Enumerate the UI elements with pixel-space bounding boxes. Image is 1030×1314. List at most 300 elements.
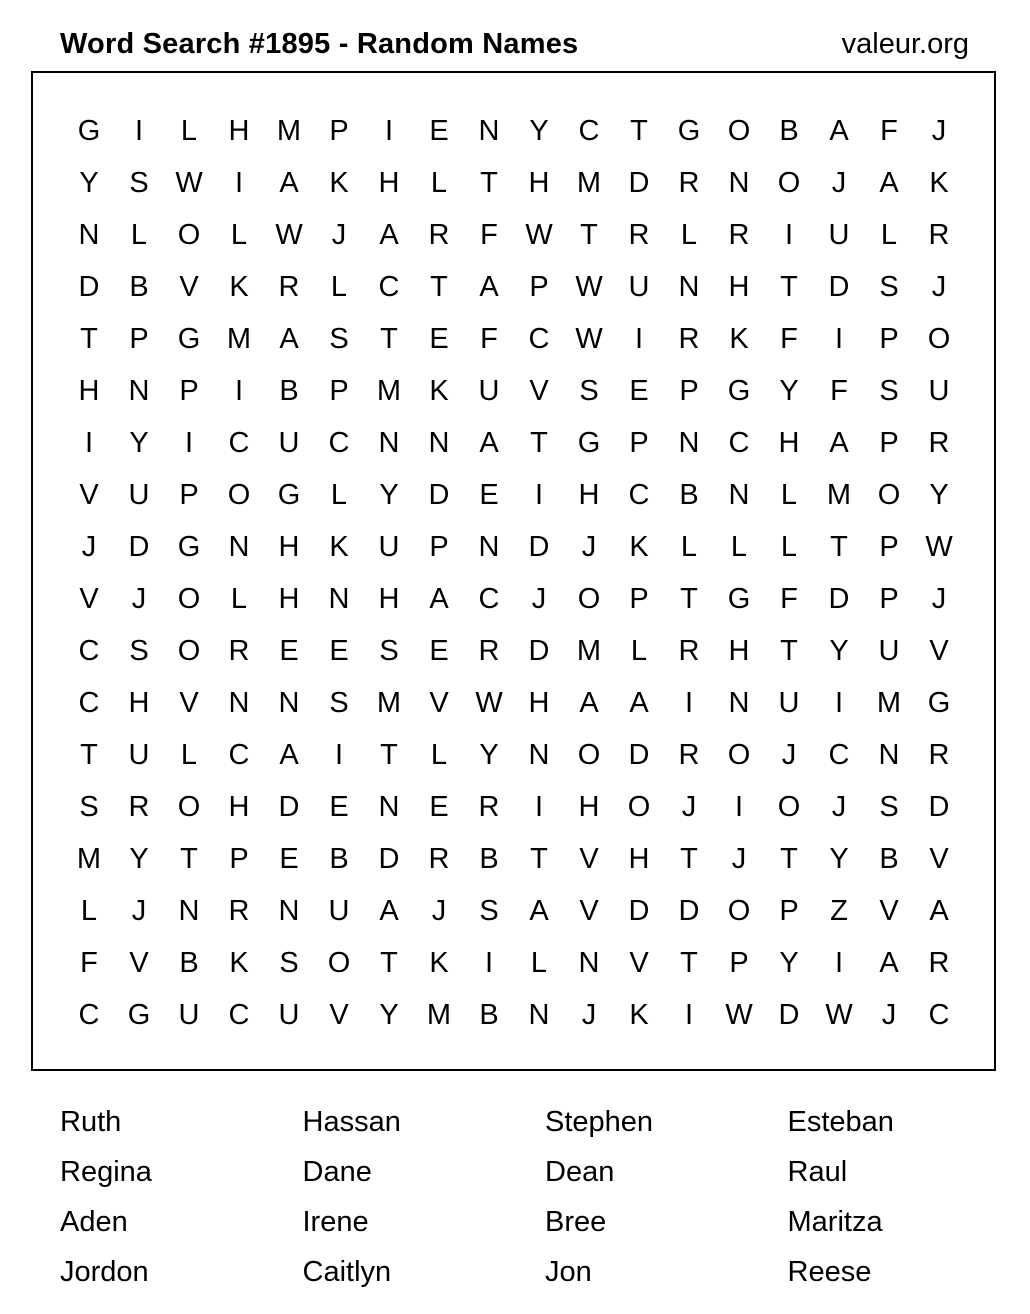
grid-letter[interactable]: A: [829, 115, 849, 147]
grid-letter[interactable]: A: [429, 583, 449, 615]
grid-letter[interactable]: J: [931, 271, 947, 303]
grid-letter[interactable]: U: [478, 375, 500, 407]
grid-letter[interactable]: I: [484, 947, 494, 979]
grid-letter[interactable]: G: [77, 115, 101, 147]
grid-letter[interactable]: K: [429, 375, 449, 407]
grid-letter[interactable]: N: [128, 375, 150, 407]
grid-letter[interactable]: U: [328, 895, 350, 927]
grid-letter[interactable]: Y: [779, 947, 799, 979]
grid-letter[interactable]: T: [530, 427, 548, 459]
grid-letter[interactable]: R: [728, 219, 750, 251]
grid-letter[interactable]: H: [528, 687, 550, 719]
grid-letter[interactable]: J: [331, 219, 347, 251]
grid-letter[interactable]: A: [879, 167, 899, 199]
grid-letter[interactable]: H: [378, 583, 400, 615]
grid-letter[interactable]: P: [329, 115, 349, 147]
grid-letter[interactable]: I: [134, 115, 144, 147]
grid-letter[interactable]: R: [678, 323, 700, 355]
grid-letter[interactable]: R: [928, 947, 950, 979]
grid-letter[interactable]: P: [879, 583, 899, 615]
grid-letter[interactable]: B: [879, 843, 899, 875]
grid-letter[interactable]: C: [928, 999, 950, 1031]
grid-letter[interactable]: R: [678, 635, 700, 667]
grid-letter[interactable]: R: [928, 427, 950, 459]
grid-letter[interactable]: B: [779, 115, 799, 147]
grid-letter[interactable]: R: [278, 271, 300, 303]
grid-letter[interactable]: O: [327, 947, 351, 979]
grid-letter[interactable]: M: [876, 687, 902, 719]
grid-letter[interactable]: M: [426, 999, 452, 1031]
grid-letter[interactable]: O: [177, 219, 201, 251]
grid-letter[interactable]: N: [728, 479, 750, 511]
grid-letter[interactable]: J: [131, 583, 147, 615]
grid-letter[interactable]: B: [279, 375, 299, 407]
grid-letter[interactable]: R: [228, 895, 250, 927]
grid-letter[interactable]: D: [128, 531, 150, 563]
grid-letter[interactable]: M: [376, 375, 402, 407]
grid-letter[interactable]: L: [80, 895, 98, 927]
grid-letter[interactable]: I: [784, 219, 794, 251]
grid-letter[interactable]: D: [378, 843, 400, 875]
grid-letter[interactable]: U: [628, 271, 650, 303]
grid-letter[interactable]: T: [80, 739, 98, 771]
grid-letter[interactable]: W: [725, 999, 753, 1031]
grid-letter[interactable]: K: [729, 323, 749, 355]
grid-letter[interactable]: C: [328, 427, 350, 459]
grid-letter[interactable]: B: [129, 271, 149, 303]
grid-letter[interactable]: J: [131, 895, 147, 927]
grid-letter[interactable]: P: [879, 531, 899, 563]
grid-letter[interactable]: H: [778, 427, 800, 459]
grid-letter[interactable]: A: [279, 167, 299, 199]
grid-letter[interactable]: H: [728, 635, 750, 667]
grid-letter[interactable]: Y: [479, 739, 499, 771]
grid-letter[interactable]: T: [830, 531, 848, 563]
grid-letter[interactable]: L: [430, 739, 448, 771]
grid-letter[interactable]: A: [279, 323, 299, 355]
grid-letter[interactable]: U: [178, 999, 200, 1031]
grid-letter[interactable]: J: [731, 843, 747, 875]
grid-letter[interactable]: I: [534, 479, 544, 511]
grid-letter[interactable]: P: [679, 375, 699, 407]
grid-letter[interactable]: G: [277, 479, 301, 511]
grid-letter[interactable]: R: [228, 635, 250, 667]
grid-letter[interactable]: V: [929, 843, 949, 875]
grid-letter[interactable]: E: [629, 375, 649, 407]
grid-letter[interactable]: F: [780, 323, 798, 355]
grid-letter[interactable]: R: [928, 739, 950, 771]
grid-letter[interactable]: K: [229, 947, 249, 979]
grid-letter[interactable]: S: [879, 791, 899, 823]
grid-letter[interactable]: V: [179, 271, 199, 303]
grid-letter[interactable]: B: [479, 843, 499, 875]
grid-letter[interactable]: V: [179, 687, 199, 719]
grid-letter[interactable]: Y: [529, 115, 549, 147]
grid-letter[interactable]: T: [780, 843, 798, 875]
grid-letter[interactable]: I: [684, 999, 694, 1031]
grid-letter[interactable]: G: [577, 427, 601, 459]
grid-letter[interactable]: O: [177, 583, 201, 615]
grid-letter[interactable]: U: [778, 687, 800, 719]
grid-letter[interactable]: A: [379, 895, 399, 927]
grid-letter[interactable]: S: [479, 895, 499, 927]
grid-letter[interactable]: N: [478, 531, 500, 563]
grid-letter[interactable]: R: [678, 739, 700, 771]
grid-letter[interactable]: F: [880, 115, 898, 147]
grid-letter[interactable]: H: [628, 843, 650, 875]
grid-letter[interactable]: O: [727, 115, 751, 147]
grid-letter[interactable]: J: [931, 583, 947, 615]
grid-letter[interactable]: R: [928, 219, 950, 251]
grid-letter[interactable]: L: [330, 479, 348, 511]
grid-letter[interactable]: D: [528, 635, 550, 667]
grid-letter[interactable]: D: [528, 531, 550, 563]
grid-letter[interactable]: H: [728, 271, 750, 303]
grid-letter[interactable]: P: [229, 843, 249, 875]
grid-letter[interactable]: E: [479, 479, 499, 511]
grid-letter[interactable]: D: [428, 479, 450, 511]
grid-letter[interactable]: I: [834, 687, 844, 719]
grid-letter[interactable]: J: [81, 531, 97, 563]
grid-letter[interactable]: L: [780, 531, 798, 563]
grid-letter[interactable]: P: [729, 947, 749, 979]
grid-letter[interactable]: N: [378, 791, 400, 823]
grid-letter[interactable]: N: [478, 115, 500, 147]
grid-letter[interactable]: J: [881, 999, 897, 1031]
grid-letter[interactable]: Y: [779, 375, 799, 407]
grid-letter[interactable]: J: [431, 895, 447, 927]
grid-letter[interactable]: M: [576, 167, 602, 199]
grid-letter[interactable]: T: [530, 843, 548, 875]
grid-letter[interactable]: Y: [929, 479, 949, 511]
grid-letter[interactable]: A: [479, 427, 499, 459]
grid-letter[interactable]: E: [429, 791, 449, 823]
grid-letter[interactable]: L: [180, 115, 198, 147]
grid-letter[interactable]: K: [929, 167, 949, 199]
grid-letter[interactable]: I: [384, 115, 394, 147]
grid-letter[interactable]: N: [678, 427, 700, 459]
grid-letter[interactable]: C: [78, 999, 100, 1031]
grid-letter[interactable]: W: [575, 323, 603, 355]
grid-letter[interactable]: R: [428, 219, 450, 251]
grid-letter[interactable]: T: [380, 947, 398, 979]
grid-letter[interactable]: E: [429, 635, 449, 667]
grid-letter[interactable]: V: [529, 375, 549, 407]
grid-letter[interactable]: R: [628, 219, 650, 251]
grid-letter[interactable]: C: [628, 479, 650, 511]
grid-letter[interactable]: P: [179, 479, 199, 511]
grid-letter[interactable]: G: [727, 583, 751, 615]
grid-letter[interactable]: B: [179, 947, 199, 979]
grid-letter[interactable]: B: [679, 479, 699, 511]
grid-letter[interactable]: T: [780, 271, 798, 303]
grid-letter[interactable]: T: [580, 219, 598, 251]
grid-letter[interactable]: F: [480, 323, 498, 355]
grid-letter[interactable]: F: [480, 219, 498, 251]
grid-letter[interactable]: D: [628, 167, 650, 199]
grid-letter[interactable]: E: [329, 791, 349, 823]
grid-letter[interactable]: V: [129, 947, 149, 979]
grid-letter[interactable]: C: [528, 323, 550, 355]
grid-letter[interactable]: D: [278, 791, 300, 823]
grid-letter[interactable]: T: [380, 739, 398, 771]
grid-letter[interactable]: N: [78, 219, 100, 251]
grid-letter[interactable]: M: [226, 323, 252, 355]
grid-letter[interactable]: E: [279, 635, 299, 667]
grid-letter[interactable]: R: [478, 635, 500, 667]
grid-letter[interactable]: N: [878, 739, 900, 771]
grid-letter[interactable]: C: [228, 427, 250, 459]
grid-letter[interactable]: I: [634, 323, 644, 355]
grid-letter[interactable]: H: [578, 479, 600, 511]
grid-letter[interactable]: S: [129, 167, 149, 199]
grid-letter[interactable]: O: [577, 583, 601, 615]
grid-letter[interactable]: S: [79, 791, 99, 823]
grid-letter[interactable]: B: [329, 843, 349, 875]
grid-letter[interactable]: A: [929, 895, 949, 927]
grid-letter[interactable]: H: [578, 791, 600, 823]
grid-letter[interactable]: W: [525, 219, 553, 251]
grid-letter[interactable]: V: [579, 895, 599, 927]
grid-letter[interactable]: C: [78, 687, 100, 719]
grid-letter[interactable]: J: [781, 739, 797, 771]
grid-letter[interactable]: U: [128, 479, 150, 511]
grid-letter[interactable]: F: [830, 375, 848, 407]
grid-letter[interactable]: H: [278, 531, 300, 563]
grid-letter[interactable]: Y: [379, 999, 399, 1031]
grid-letter[interactable]: T: [80, 323, 98, 355]
grid-letter[interactable]: E: [429, 323, 449, 355]
grid-letter[interactable]: P: [779, 895, 799, 927]
grid-letter[interactable]: C: [78, 635, 100, 667]
grid-letter[interactable]: C: [228, 739, 250, 771]
grid-letter[interactable]: L: [630, 635, 648, 667]
grid-letter[interactable]: E: [429, 115, 449, 147]
grid-letter[interactable]: P: [329, 375, 349, 407]
grid-letter[interactable]: N: [728, 167, 750, 199]
grid-letter[interactable]: L: [680, 219, 698, 251]
grid-letter[interactable]: R: [128, 791, 150, 823]
grid-letter[interactable]: Z: [830, 895, 848, 927]
grid-letter[interactable]: K: [329, 167, 349, 199]
grid-letter[interactable]: N: [278, 687, 300, 719]
grid-letter[interactable]: S: [279, 947, 299, 979]
grid-letter[interactable]: P: [629, 583, 649, 615]
grid-letter[interactable]: A: [579, 687, 599, 719]
grid-letter[interactable]: O: [177, 791, 201, 823]
grid-letter[interactable]: U: [278, 427, 300, 459]
grid-letter[interactable]: U: [878, 635, 900, 667]
grid-letter[interactable]: A: [529, 895, 549, 927]
grid-letter[interactable]: L: [430, 167, 448, 199]
grid-letter[interactable]: W: [175, 167, 203, 199]
grid-letter[interactable]: I: [534, 791, 544, 823]
grid-letter[interactable]: C: [578, 115, 600, 147]
grid-letter[interactable]: L: [880, 219, 898, 251]
grid-letter[interactable]: I: [84, 427, 94, 459]
grid-letter[interactable]: S: [329, 323, 349, 355]
grid-letter[interactable]: N: [228, 531, 250, 563]
grid-letter[interactable]: U: [928, 375, 950, 407]
grid-letter[interactable]: L: [230, 583, 248, 615]
grid-letter[interactable]: D: [778, 999, 800, 1031]
grid-letter[interactable]: T: [680, 843, 698, 875]
grid-letter[interactable]: S: [129, 635, 149, 667]
grid-letter[interactable]: L: [680, 531, 698, 563]
grid-letter[interactable]: D: [628, 739, 650, 771]
grid-letter[interactable]: J: [581, 999, 597, 1031]
grid-letter[interactable]: G: [677, 115, 701, 147]
grid-letter[interactable]: T: [380, 323, 398, 355]
grid-letter[interactable]: S: [579, 375, 599, 407]
grid-letter[interactable]: Y: [829, 635, 849, 667]
grid-letter[interactable]: D: [678, 895, 700, 927]
grid-letter[interactable]: M: [76, 843, 102, 875]
grid-letter[interactable]: N: [678, 271, 700, 303]
grid-letter[interactable]: Y: [129, 427, 149, 459]
grid-letter[interactable]: Y: [829, 843, 849, 875]
grid-letter[interactable]: V: [579, 843, 599, 875]
grid-letter[interactable]: D: [828, 271, 850, 303]
grid-letter[interactable]: A: [379, 219, 399, 251]
grid-letter[interactable]: T: [180, 843, 198, 875]
grid-letter[interactable]: V: [929, 635, 949, 667]
grid-letter[interactable]: R: [428, 843, 450, 875]
grid-letter[interactable]: V: [629, 947, 649, 979]
grid-letter[interactable]: G: [927, 687, 951, 719]
grid-letter[interactable]: F: [80, 947, 98, 979]
grid-letter[interactable]: H: [128, 687, 150, 719]
grid-letter[interactable]: O: [577, 739, 601, 771]
grid-letter[interactable]: C: [728, 427, 750, 459]
grid-letter[interactable]: P: [879, 323, 899, 355]
grid-letter[interactable]: V: [429, 687, 449, 719]
grid-letter[interactable]: V: [879, 895, 899, 927]
grid-letter[interactable]: I: [834, 323, 844, 355]
grid-letter[interactable]: O: [627, 791, 651, 823]
grid-letter[interactable]: U: [378, 531, 400, 563]
grid-letter[interactable]: W: [275, 219, 303, 251]
grid-letter[interactable]: J: [581, 531, 597, 563]
grid-letter[interactable]: J: [831, 791, 847, 823]
grid-letter[interactable]: C: [828, 739, 850, 771]
grid-letter[interactable]: M: [826, 479, 852, 511]
grid-letter[interactable]: I: [334, 739, 344, 771]
grid-letter[interactable]: C: [228, 999, 250, 1031]
grid-letter[interactable]: N: [378, 427, 400, 459]
grid-letter[interactable]: A: [279, 739, 299, 771]
grid-letter[interactable]: N: [728, 687, 750, 719]
grid-letter[interactable]: L: [530, 947, 548, 979]
grid-letter[interactable]: Y: [129, 843, 149, 875]
grid-letter[interactable]: L: [230, 219, 248, 251]
grid-letter[interactable]: T: [430, 271, 448, 303]
grid-letter[interactable]: A: [479, 271, 499, 303]
grid-letter[interactable]: I: [734, 791, 744, 823]
grid-letter[interactable]: F: [780, 583, 798, 615]
grid-letter[interactable]: M: [376, 687, 402, 719]
grid-letter[interactable]: P: [629, 427, 649, 459]
grid-letter[interactable]: N: [178, 895, 200, 927]
grid-letter[interactable]: S: [379, 635, 399, 667]
grid-letter[interactable]: T: [780, 635, 798, 667]
grid-letter[interactable]: J: [681, 791, 697, 823]
grid-letter[interactable]: H: [378, 167, 400, 199]
grid-letter[interactable]: W: [825, 999, 853, 1031]
grid-letter[interactable]: P: [129, 323, 149, 355]
grid-letter[interactable]: I: [234, 375, 244, 407]
grid-letter[interactable]: N: [528, 999, 550, 1031]
grid-letter[interactable]: I: [684, 687, 694, 719]
grid-letter[interactable]: B: [479, 999, 499, 1031]
grid-letter[interactable]: H: [228, 791, 250, 823]
grid-letter[interactable]: R: [478, 791, 500, 823]
grid-letter[interactable]: I: [234, 167, 244, 199]
grid-letter[interactable]: K: [629, 999, 649, 1031]
grid-letter[interactable]: T: [680, 947, 698, 979]
grid-letter[interactable]: G: [127, 999, 151, 1031]
grid-letter[interactable]: O: [727, 739, 751, 771]
grid-letter[interactable]: N: [228, 687, 250, 719]
grid-letter[interactable]: G: [177, 531, 201, 563]
grid-letter[interactable]: H: [228, 115, 250, 147]
grid-letter[interactable]: O: [877, 479, 901, 511]
grid-letter[interactable]: I: [184, 427, 194, 459]
grid-letter[interactable]: T: [630, 115, 648, 147]
grid-letter[interactable]: L: [130, 219, 148, 251]
grid-letter[interactable]: N: [328, 583, 350, 615]
grid-letter[interactable]: E: [279, 843, 299, 875]
grid-letter[interactable]: O: [927, 323, 951, 355]
grid-letter[interactable]: M: [576, 635, 602, 667]
grid-letter[interactable]: A: [879, 947, 899, 979]
grid-letter[interactable]: K: [429, 947, 449, 979]
grid-letter[interactable]: W: [925, 531, 953, 563]
grid-letter[interactable]: H: [278, 583, 300, 615]
grid-letter[interactable]: T: [480, 167, 498, 199]
grid-letter[interactable]: R: [678, 167, 700, 199]
grid-letter[interactable]: V: [79, 479, 99, 511]
grid-letter[interactable]: L: [780, 479, 798, 511]
grid-letter[interactable]: L: [180, 739, 198, 771]
grid-letter[interactable]: S: [329, 687, 349, 719]
grid-letter[interactable]: S: [879, 271, 899, 303]
grid-letter[interactable]: N: [428, 427, 450, 459]
grid-letter[interactable]: O: [727, 895, 751, 927]
grid-letter[interactable]: M: [276, 115, 302, 147]
grid-letter[interactable]: O: [227, 479, 251, 511]
grid-letter[interactable]: D: [928, 791, 950, 823]
grid-letter[interactable]: L: [730, 531, 748, 563]
grid-letter[interactable]: A: [829, 427, 849, 459]
grid-letter[interactable]: J: [831, 167, 847, 199]
grid-letter[interactable]: D: [828, 583, 850, 615]
grid-letter[interactable]: H: [528, 167, 550, 199]
grid-letter[interactable]: D: [628, 895, 650, 927]
grid-letter[interactable]: N: [578, 947, 600, 979]
grid-letter[interactable]: P: [179, 375, 199, 407]
grid-letter[interactable]: U: [828, 219, 850, 251]
grid-letter[interactable]: P: [879, 427, 899, 459]
grid-letter[interactable]: C: [478, 583, 500, 615]
grid-letter[interactable]: V: [79, 583, 99, 615]
grid-letter[interactable]: G: [177, 323, 201, 355]
grid-letter[interactable]: V: [329, 999, 349, 1031]
grid-letter[interactable]: Y: [379, 479, 399, 511]
grid-letter[interactable]: O: [777, 791, 801, 823]
grid-letter[interactable]: P: [429, 531, 449, 563]
grid-letter[interactable]: E: [329, 635, 349, 667]
